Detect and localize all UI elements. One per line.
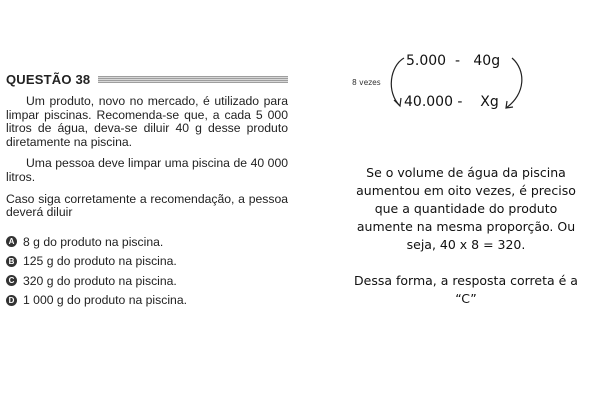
question-title: QUESTÃO 38 bbox=[6, 71, 91, 87]
option-c-badge-icon: C bbox=[6, 275, 17, 286]
question-panel bbox=[6, 72, 288, 310]
ratio-row-known: 5.000 - 40g bbox=[406, 53, 501, 69]
option-c-text: 320 g do produto na piscina. bbox=[23, 273, 177, 288]
multiplier-label: 8 vezes bbox=[352, 78, 381, 87]
option-b-text: 125 g do produto na piscina. bbox=[23, 254, 177, 268]
proportion-arrows bbox=[300, 0, 600, 150]
question-header bbox=[6, 72, 288, 86]
explanation-conclusion: Dessa forma, a resposta correta é a “C” bbox=[354, 273, 578, 306]
question-statement: Um produto, novo no mercado, é utilizado para limpar piscinas. Recomenda-se que, a cada 5 000 litros de água, deva-se diluir 40 g desse produto diretamente na piscina. bbox=[6, 94, 288, 149]
option-d-badge-icon: D bbox=[6, 295, 17, 306]
answer-options bbox=[6, 232, 288, 310]
option-b[interactable] bbox=[6, 251, 288, 271]
option-c[interactable] bbox=[6, 271, 288, 291]
question-prompt: Caso siga corretamente a recomendação, a pessoa deverá diluir bbox=[6, 191, 288, 220]
solution-explanation bbox=[346, 164, 586, 308]
option-b-badge-icon: B bbox=[6, 256, 17, 267]
solution-panel bbox=[300, 0, 600, 400]
question-context: Uma pessoa deve limpar uma piscina de 40 000 litros. bbox=[6, 156, 288, 184]
explanation-reasoning: Se o volume de água da piscina aumentou em oito vezes, é preciso que a quantidade do produto aumente na mesma proporção. Ou seja, 40 x 8 = 320. bbox=[356, 165, 576, 252]
option-a[interactable] bbox=[6, 232, 288, 252]
option-a-badge-icon: A bbox=[6, 236, 17, 247]
right-curved-arrow-icon bbox=[506, 58, 522, 108]
title-rule-divider bbox=[98, 76, 288, 83]
left-curved-arrow-icon bbox=[391, 58, 404, 106]
option-d[interactable] bbox=[6, 290, 288, 310]
option-a-text: 8 g do produto na piscina. bbox=[23, 234, 164, 249]
option-d-text: 1 000 g do produto na piscina. bbox=[23, 293, 187, 307]
ratio-row-unknown: 40.000 - Xg bbox=[404, 94, 499, 110]
